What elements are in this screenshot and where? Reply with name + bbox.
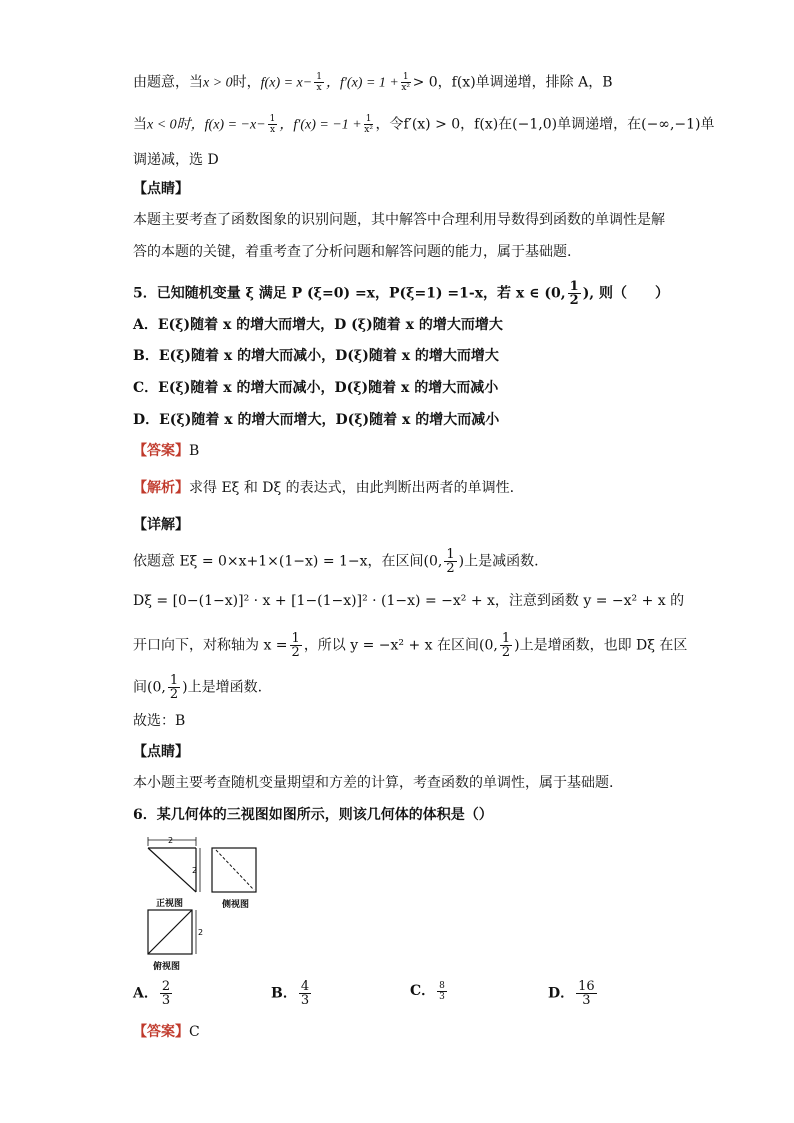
denominator: 3 — [582, 993, 591, 1008]
text: 5．已知随机变量 ξ 满足 P (ξ=0) =x，P(ξ=1) =1-x，若 x ∈ (0, — [133, 285, 566, 302]
fraction — [299, 980, 311, 1007]
text: 时， — [232, 74, 261, 91]
math: f(x) = x− — [260, 75, 313, 91]
fraction — [444, 548, 456, 575]
math: x < 0 — [147, 117, 177, 133]
q5-option-a: A．E(ξ)随着 x 的增大而增大，D (ξ)随着 x 的增大而增大 — [133, 317, 503, 333]
text: 当 — [133, 116, 147, 133]
answer-6 — [133, 1022, 200, 1042]
fraction — [168, 674, 180, 701]
analysis-tag: 【解析】 — [133, 480, 189, 496]
numerator: 8 — [439, 980, 445, 991]
solution-line-1 — [133, 72, 613, 94]
detail-line-2: Dξ = [0−(1−x)]² · x + [1−(1−x)]² · (1−x) = −x² + x，注意到函数 y = −x² + x 的 — [133, 593, 685, 609]
option-letter: D． — [548, 985, 575, 1002]
numerator: 1 — [269, 114, 276, 124]
denominator: 3 — [300, 993, 310, 1008]
dim-top-view: 2 — [198, 928, 204, 937]
denominator: 3 — [161, 993, 171, 1008]
denominator: 2 — [291, 645, 300, 660]
question-6: 6．某几何体的三视图如图所示，则该几何体的体积是（） — [133, 807, 493, 823]
denominator: 3 — [439, 991, 445, 1002]
text: 间(0, — [133, 679, 166, 696]
dim-right: 2 — [192, 866, 198, 875]
numerator: 1 — [316, 72, 322, 82]
denominator: 2 — [501, 645, 511, 660]
q6-option-c — [410, 980, 449, 1002]
detail-line-4 — [133, 674, 262, 701]
q6-option-a — [133, 980, 174, 1007]
side-view — [212, 848, 256, 892]
answer-value: C — [189, 1024, 200, 1040]
numerator: 4 — [300, 979, 310, 994]
top-view-caption: 俯视图 — [153, 962, 181, 972]
fraction — [160, 980, 172, 1007]
option-letter: C． — [410, 983, 436, 999]
front-view — [148, 836, 200, 892]
option-letter: A． — [133, 985, 158, 1002]
analysis-5 — [133, 478, 514, 498]
solution-line-3: 调递减，选 D — [133, 152, 219, 168]
numerator: 1 — [291, 631, 300, 646]
q5-option-b: B．E(ξ)随着 x 的增大而减小，D(ξ)随着 x 的增大而增大 — [133, 348, 499, 364]
question-5 — [133, 280, 669, 307]
numerator: 1 — [569, 279, 579, 294]
fraction — [314, 72, 324, 93]
fraction — [500, 632, 512, 659]
detail-line-5: 故选：B — [133, 713, 186, 729]
text: 依题意 Eξ = 0×x+1×(1−x) = 1−x，在区间(0, — [133, 553, 443, 570]
side-view-caption: 侧视图 — [222, 900, 250, 910]
answer-5 — [133, 441, 199, 461]
answer-tag: 【答案】 — [133, 1024, 189, 1040]
text: 开口向下，对称轴为 x = — [133, 637, 288, 654]
answer-value: B — [189, 443, 200, 459]
denominator: 2 — [169, 687, 179, 702]
text: > 0，f(x)单调递增，排除 A，B — [412, 74, 613, 91]
numerator: 1 — [446, 547, 455, 562]
numerator: 2 — [161, 979, 171, 994]
math: x > 0 — [203, 75, 233, 91]
denominator: x² — [364, 125, 373, 135]
answer-tag: 【答案】 — [133, 443, 189, 459]
text: )上是减函数. — [458, 553, 539, 570]
detail-heading: 【详解】 — [133, 517, 189, 533]
denominator: 2 — [446, 561, 455, 576]
numerator: 1 — [365, 114, 372, 124]
fraction — [568, 280, 581, 307]
detail-line-3 — [133, 632, 687, 659]
math: ，f′(x) = 1 + — [325, 75, 399, 91]
analysis-text: 求得 Eξ 和 Dξ 的表达式，由此判断出两者的单调性. — [189, 480, 515, 496]
text: )上是增函数. — [182, 679, 263, 696]
numerator: 1 — [169, 673, 179, 688]
text: ，令f′(x) > 0，f(x)在(−1,0)单调递增，在(−∞,−1)单 — [375, 116, 715, 133]
note-text-5: 本小题主要考查随机变量期望和方差的计算，考查函数的单调性，属于基础题. — [133, 775, 614, 791]
front-view-caption: 正视图 — [156, 899, 184, 909]
fraction — [364, 114, 374, 135]
q5-option-c: C．E(ξ)随着 x 的增大而减小，D(ξ)随着 x 的增大而减小 — [133, 380, 499, 396]
numerator: 1 — [402, 72, 409, 82]
q6-option-d — [548, 980, 599, 1007]
note-heading-5: 【点睛】 — [133, 744, 189, 760]
math: 时，f(x) = −x− — [176, 117, 266, 133]
text: 由题意，当 — [133, 74, 203, 91]
fraction — [576, 980, 597, 1007]
denominator: x² — [401, 83, 411, 93]
fraction — [268, 114, 278, 135]
math: ，f′(x) = −1 + — [279, 117, 362, 133]
dim-top: 2 — [168, 836, 174, 845]
q5-option-d: D．E(ξ)随着 x 的增大而增大，D(ξ)随着 x 的增大而减小 — [133, 412, 500, 428]
fraction — [290, 632, 302, 659]
denominator: x — [316, 83, 322, 93]
denominator: 2 — [569, 293, 579, 308]
fraction — [437, 981, 447, 1002]
text: ), 则（ ） — [582, 285, 670, 302]
numerator: 1 — [501, 631, 511, 646]
detail-line-1 — [133, 548, 539, 575]
note-heading: 【点睛】 — [133, 181, 189, 197]
numerator: 16 — [578, 979, 595, 994]
solution-line-2 — [133, 114, 715, 136]
note-line-2: 答的本题的关键，着重考查了分析问题和解答问题的能力，属于基础题. — [133, 244, 572, 260]
top-view — [148, 910, 203, 954]
text: )上是增函数，也即 Dξ 在区 — [514, 637, 688, 654]
fraction — [401, 72, 411, 93]
q6-option-b — [271, 980, 313, 1007]
note-line-1: 本题主要考查了函数图象的识别问题，其中解答中合理利用导数得到函数的单调性是解 — [133, 212, 665, 228]
option-letter: B． — [271, 985, 297, 1002]
denominator: x — [269, 125, 276, 135]
text: ，所以 y = −x² + x 在区间(0, — [303, 637, 498, 654]
